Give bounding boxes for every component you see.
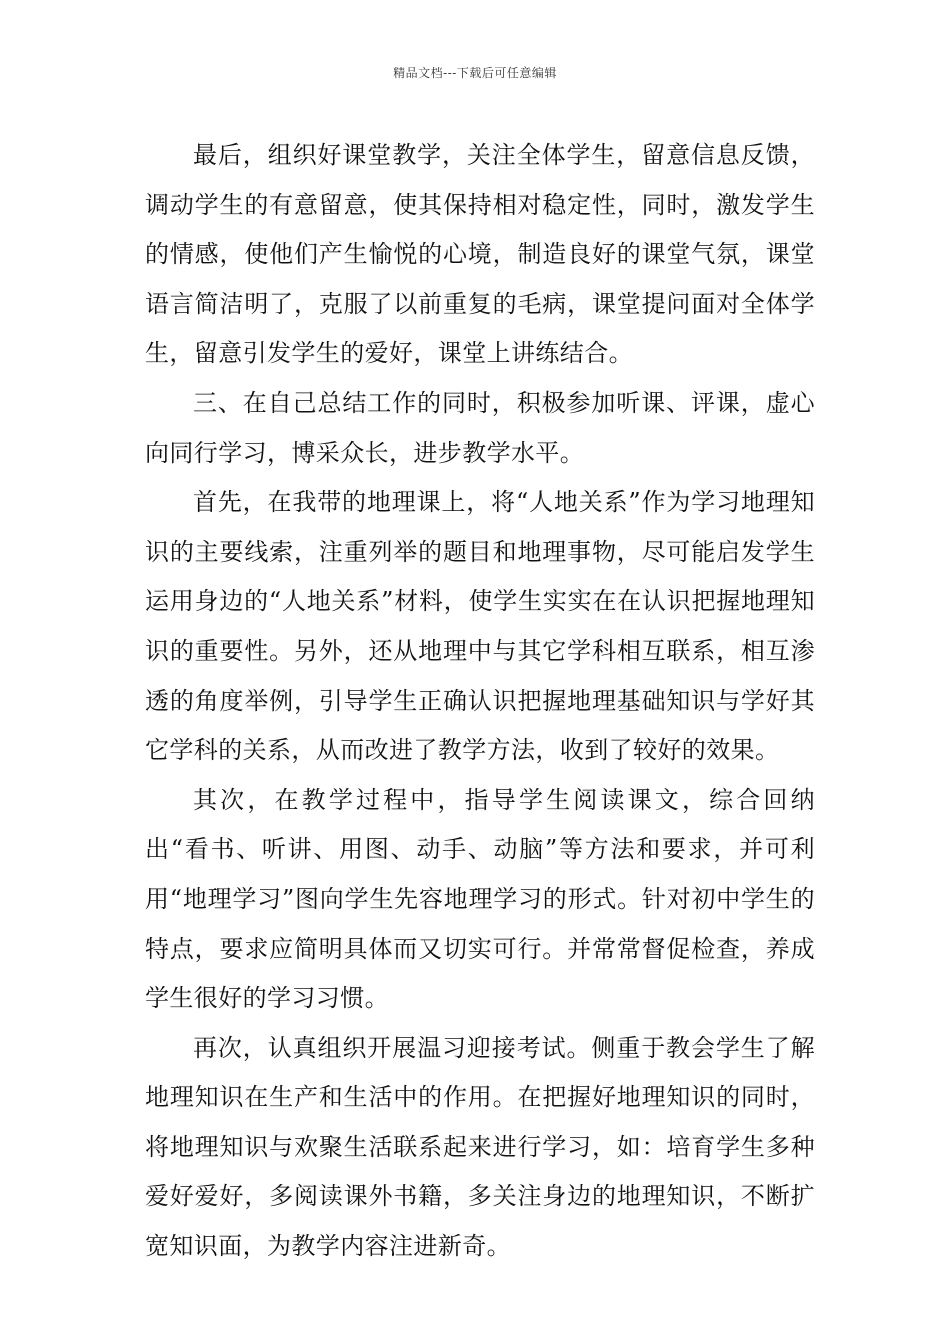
paragraph-classroom-teaching: 最后，组织好课堂教学，关注全体学生，留意信息反馈，调动学生的有意留意，使其保持相对稳定性，同时，激发学生的情感，使他们产生愉悦的心境，制造良好的课堂气氛，课堂语言简洁明了，克服了以前重复的毛病，课堂提问面对全体学生，留意引发学生的爱好，课堂上讲练结合。 <box>145 141 815 368</box>
paragraph-first: 首先，在我带的地理课上，将“人地关系”作为学习地理知识的主要线索，注重列举的题目和地理事物，尽可能启发学生运用身边的“人地关系”材料，使学生实实在在认识把握地理知识的重要性。另外，还从地理中与其它学科相互联系，相互渗透的角度举例，引导学生正确认识把握地理基础知识与学好其它学科的关系，从而改进了教学方法，收到了较好的效果。 <box>145 488 815 765</box>
paragraph-second: 其次，在教学过程中，指导学生阅读课文，综合回纳出“看书、听讲、用图、动手、动脑”等方法和要求，并可利用“地理学习”图向学生先容地理学习的形式。针对初中学生的特点，要求应简明具体而又切实可行。并常常督促检查，养成学生很好的学习习惯。 <box>145 785 815 1013</box>
paragraph-third: 再次，认真组织开展温习迎接考试。侧重于教会学生了解地理知识在生产和生活中的作用。在把握好地理知识的同时，将地理知识与欢聚生活联系起来进行学习，如：培育学生多种爱好爱好，多阅读课外书籍，多关注身边的地理知识，不断扩宽知识面，为教学内容注进新奇。 <box>145 1033 815 1261</box>
paragraph-section-three: 三、在自己总结工作的同时，积极参加听课、评课，虚心向同行学习，博采众长，进步教学水平。 <box>145 388 815 467</box>
document-body <box>145 131 815 1272</box>
page-header: 精品文档---下载后可任意编辑 <box>393 66 557 80</box>
